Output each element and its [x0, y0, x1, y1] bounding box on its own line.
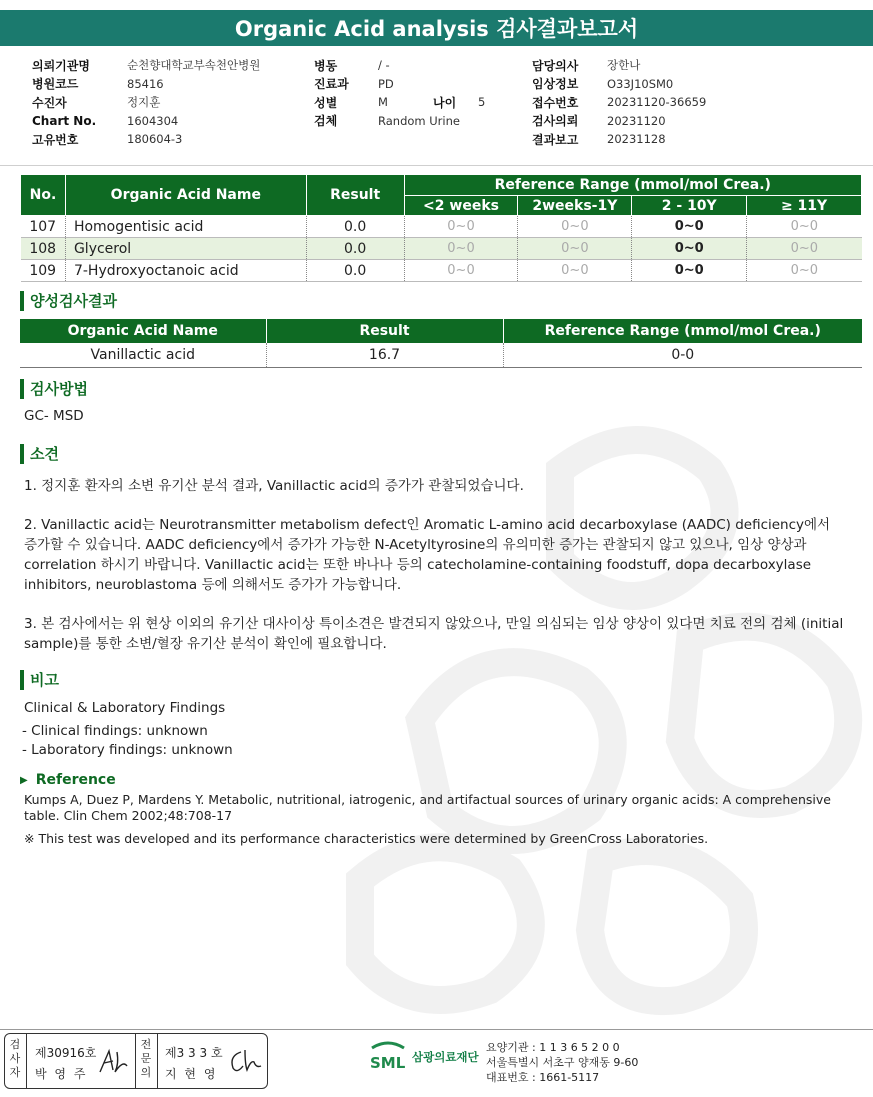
col-header-result: Result	[306, 175, 404, 216]
section-title: 비고	[30, 671, 59, 689]
organization-name: 삼광의료재단	[412, 1050, 479, 1064]
col-header-ref-3: 2 - 10Y	[632, 196, 747, 216]
info-value: 85416	[127, 76, 164, 91]
triangle-icon: ▶	[20, 774, 28, 786]
cell-ref: 0~0	[747, 260, 862, 282]
col-header-ref-1: <2 weeks	[404, 196, 518, 216]
findings-heading	[20, 443, 59, 464]
info-value: PD	[378, 76, 394, 91]
notes-subheading: Clinical & Laboratory Findings	[24, 700, 226, 716]
info-label: 수진자	[32, 95, 67, 110]
info-label: Chart No.	[32, 113, 97, 128]
info-value: 장한나	[607, 58, 641, 73]
footer-divider	[0, 1029, 873, 1030]
divider	[157, 1034, 158, 1088]
sml-logo-icon	[368, 1040, 408, 1074]
info-value: 20231120	[607, 113, 666, 128]
cell-ref: 0~0	[747, 216, 862, 238]
info-label: 의뢰기관명	[32, 58, 90, 73]
reviewer-label: 전문의	[140, 1038, 152, 1079]
tester-signature-image	[97, 1046, 131, 1076]
tester-name: 박 영 주	[35, 1067, 88, 1081]
cell-result: 0.0	[306, 238, 404, 260]
section-marker	[20, 670, 24, 690]
info-value: 순천향대학교부속천안병원	[127, 58, 261, 73]
table-row	[20, 343, 862, 367]
section-title: 검사방법	[30, 380, 88, 398]
results-table	[20, 174, 862, 282]
cell-no: 109	[21, 260, 66, 282]
table-row	[21, 238, 862, 260]
institution-code: 요양기관 : 1 1 3 6 5 2 0 0	[486, 1041, 620, 1054]
info-label: 검체	[314, 114, 338, 129]
section-marker	[20, 444, 24, 464]
patient-info-col-1	[32, 56, 260, 149]
col-header-name: Organic Acid Name	[65, 175, 306, 216]
reference-heading	[20, 772, 116, 788]
cell-ref: 0~0	[404, 260, 518, 282]
col-header-name: Organic Acid Name	[20, 319, 266, 343]
col-header-reference-range: Reference Range (mmol/mol Crea.)	[404, 175, 861, 196]
info-label: 진료과	[314, 77, 349, 92]
reviewer-license-no: 제3 3 3 호	[165, 1046, 223, 1060]
reviewer-name: 지 현 영	[165, 1067, 218, 1081]
info-value-age: 5	[478, 95, 486, 110]
cell-ref: 0~0	[518, 238, 632, 260]
report-title: Organic Acid analysis 검사결과보고서	[0, 10, 873, 46]
disclaimer: ※ This test was developed and its performance characteristics were determined by GreenCross Laboratories.	[24, 831, 709, 846]
col-header-result: Result	[266, 319, 503, 343]
col-header-ref-2: 2weeks-1Y	[518, 196, 632, 216]
info-label: 검사의뢰	[532, 114, 579, 129]
info-label: 임상정보	[532, 77, 579, 92]
info-label: 병동	[314, 58, 338, 73]
cell-name: Glycerol	[65, 238, 306, 260]
patient-info-col-2	[314, 56, 485, 130]
info-value: / -	[378, 58, 390, 73]
divider	[135, 1034, 136, 1088]
method-heading	[20, 378, 88, 399]
cell-ref: 0~0	[518, 216, 632, 238]
cell-name: 7-Hydroxyoctanoic acid	[65, 260, 306, 282]
finding-paragraph-3: 3. 본 검사에서는 위 현상 이외의 유기산 대사이상 특이소견은 발견되지 않았으나, 만일 의심되는 임상 양상이 있다면 치료 전의 검체 (initial sample)를 통한 소변/혈장 유기산 분석이 확인에 필요합니다.	[24, 616, 844, 652]
info-value: 20231128	[607, 132, 666, 147]
cell-name: Vanillactic acid	[20, 343, 266, 367]
institution-address: 서울특별시 서초구 양재동 9-60	[486, 1056, 639, 1069]
reviewer-signature-image	[227, 1046, 263, 1076]
clinical-findings: - Clinical findings: unknown	[22, 723, 208, 739]
reference-title: Reference	[35, 772, 116, 788]
info-value: 정지훈	[127, 95, 161, 110]
info-value: M	[378, 95, 388, 110]
cell-ref: 0~0	[518, 260, 632, 282]
signature-box	[4, 1033, 268, 1089]
svg-text:SML: SML	[370, 1054, 406, 1072]
section-title: 양성검사결과	[30, 292, 117, 310]
info-value: 1604304	[127, 113, 179, 128]
info-value: 20231120-36659	[607, 95, 707, 110]
laboratory-findings: - Laboratory findings: unknown	[22, 742, 233, 758]
cell-name: Homogentisic acid	[65, 216, 306, 238]
institution-info	[486, 1040, 638, 1085]
organization-logo	[368, 1040, 479, 1074]
cell-ref: 0~0	[404, 216, 518, 238]
positive-results-table	[20, 319, 862, 368]
info-value: 180604-3	[127, 132, 183, 147]
divider	[26, 1034, 27, 1088]
institution-phone: 대표번호 : 1661-5117	[486, 1071, 600, 1084]
patient-info-col-3	[532, 56, 706, 149]
patient-info	[0, 54, 873, 166]
col-header-ref-4: ≥ 11Y	[747, 196, 862, 216]
tester-license-no: 제30916호	[35, 1046, 97, 1060]
method-text: GC- MSD	[24, 408, 84, 424]
info-label-age: 나이	[433, 95, 457, 110]
info-label: 담당의사	[532, 58, 579, 73]
cell-ref: 0~0	[632, 238, 747, 260]
finding-paragraph-1: 1. 정지훈 환자의 소변 유기산 분석 결과, Vanillactic acid의 증가가 관찰되었습니다.	[24, 478, 524, 494]
info-label: 성별	[314, 95, 338, 110]
section-title: 소견	[30, 445, 59, 463]
tester-label: 검사자	[9, 1038, 21, 1079]
col-header-no: No.	[21, 175, 66, 216]
cell-ref: 0-0	[503, 343, 862, 367]
col-header-reference-range: Reference Range (mmol/mol Crea.)	[503, 319, 862, 343]
info-label: 결과보고	[532, 132, 579, 147]
section-marker	[20, 291, 24, 311]
notes-heading	[20, 669, 59, 690]
cell-no: 108	[21, 238, 66, 260]
info-value: Random Urine	[378, 113, 460, 128]
cell-ref: 0~0	[632, 216, 747, 238]
section-marker	[20, 379, 24, 399]
cell-result: 0.0	[306, 216, 404, 238]
cell-ref: 0~0	[404, 238, 518, 260]
table-row	[21, 216, 862, 238]
cell-ref: 0~0	[747, 238, 862, 260]
finding-paragraph-2: 2. Vanillactic acid는 Neurotransmitter metabolism defect인 Aromatic L-amino acid decarboxylase (AADC) deficiency에서 증가할 수 있습니다. AADC deficiency에서 증가가 가능한 N-Acetyltyrosine의 유의미한 증가는 관찰되지 않고 있으나, 임상 양상과 correlation 하시기 바랍니다. Vanillactic acid는 또한 바나나 등의 catecholamine-containing foodstuff, dopa decarboxylase inhibitors, neuroblastoma 등에 의해서도 증가가 가능합니다.	[24, 517, 831, 593]
table-row	[21, 260, 862, 282]
cell-result: 16.7	[266, 343, 503, 367]
info-label: 병원코드	[32, 77, 79, 92]
info-label: 고유번호	[32, 132, 79, 147]
positive-results-heading	[20, 290, 117, 311]
info-label: 접수번호	[532, 95, 579, 110]
cell-ref: 0~0	[632, 260, 747, 282]
cell-result: 0.0	[306, 260, 404, 282]
reference-citation: Kumps A, Duez P, Mardens Y. Metabolic, nutritional, iatrogenic, and artifactual sources of urinary organic acids: A comprehensive table. Clin Chem 2002;48:708-17	[24, 792, 831, 823]
info-value: O33J10SM0	[607, 76, 674, 91]
cell-no: 107	[21, 216, 66, 238]
